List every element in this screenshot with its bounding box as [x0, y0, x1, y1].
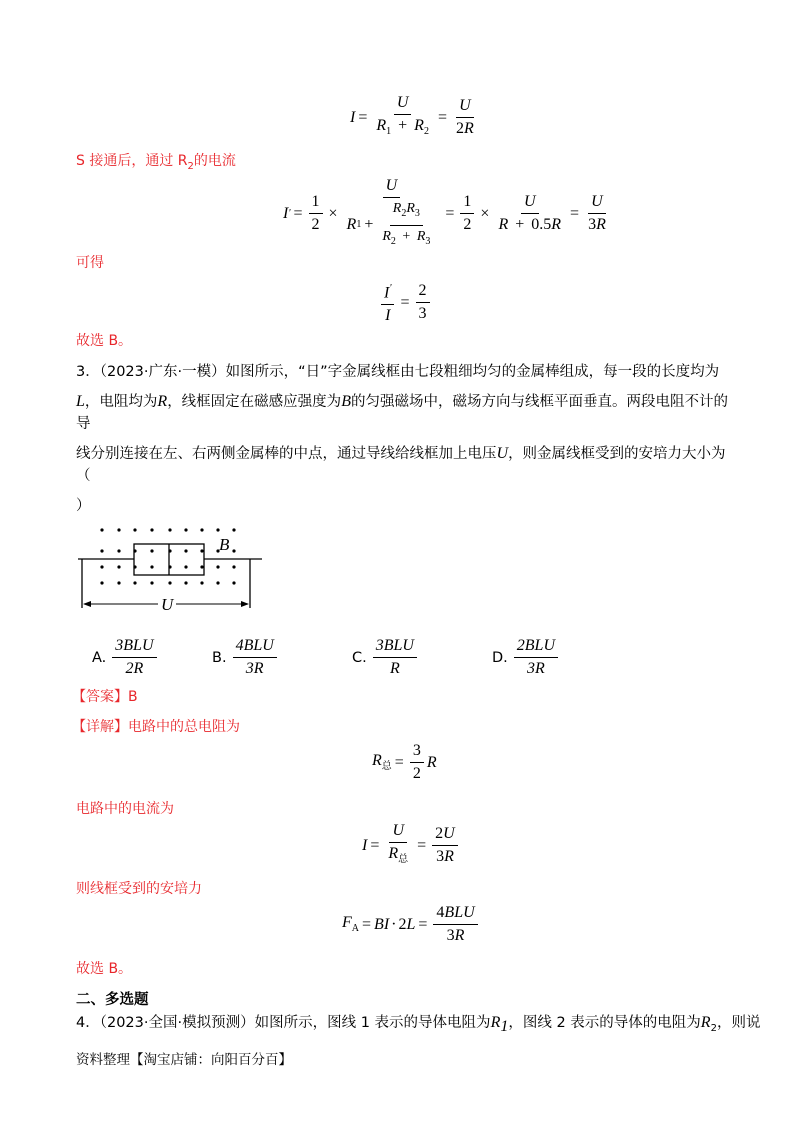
option-c[interactable]: C. $\frac{\text{3BLU}}{R}$: [352, 637, 420, 678]
field-dot: [168, 581, 171, 584]
field-dot: [150, 565, 153, 568]
formula-ampere-force: $F_A$ = BI · 2L = $\frac{\text{4BLU}}{3R}$: [342, 904, 481, 945]
field-dot: [100, 528, 103, 531]
field-dot: [150, 549, 153, 552]
field-dot: [150, 528, 153, 531]
field-dot: [184, 528, 187, 531]
formula-ratio: $\frac{I'}{I}$ = $\frac{2}{3}$: [378, 280, 433, 325]
field-dot: [184, 549, 187, 552]
section-title: 二、多选题: [76, 992, 149, 1008]
line-s-connected: S 接通后，通过 $R_2$的电流: [76, 153, 236, 172]
formula-circuit-current: I = $\frac{U}{R_总}$ = $\frac{2U}{3R}$: [362, 822, 461, 869]
field-dot: [117, 581, 120, 584]
field-dot: [232, 581, 235, 584]
field-dot: [133, 528, 136, 531]
field-dot: [100, 565, 103, 568]
field-dot: [232, 528, 235, 531]
detail-label: 【详解】电路中的总电阻为: [72, 719, 240, 735]
footer-text: 资料整理【淘宝店铺：向阳百分百】: [76, 1052, 292, 1068]
field-dot: [117, 565, 120, 568]
field-dot: [117, 528, 120, 531]
field-dot: [184, 565, 187, 568]
field-dot: [232, 549, 235, 552]
field-dot: [117, 549, 120, 552]
formula-total-resistance: $R_总$ = $\frac{3}{2}$ R: [372, 742, 437, 782]
line-force: 则线框受到的安培力: [76, 881, 202, 897]
field-dot: [150, 581, 153, 584]
field-dot: [133, 581, 136, 584]
field-dot: [168, 528, 171, 531]
field-dot: [216, 581, 219, 584]
field-dot: [200, 565, 203, 568]
formula-current-after: I ' = $\frac{1}{2}$ × U R 1 + $\frac{R_2R_3}{R_2 + R_3}$ = $\frac{1}{2}$ × $\frac{U}{R + 0.5R}$ = $\frac{U}{3R}$: [283, 177, 606, 247]
question-3-line-4: ）: [76, 498, 91, 514]
line-choose-b-1: 故选 B。: [76, 333, 133, 349]
field-dot: [100, 549, 103, 552]
field-dot: [216, 565, 219, 568]
field-dot: [200, 581, 203, 584]
question-3-line-3: 线分别连接在左、右两侧金属棒的中点，通过导线给线框加上电压U，则金属线框受到的安培力大小为（: [76, 445, 726, 484]
option-b[interactable]: B. $\frac{\text{4BLU}}{3R}$: [212, 637, 280, 678]
question-3-line-1: 3．（2023·广东·一模）如图所示，“日”字金属线框由七段粗细均匀的金属棒组成，每一段的长度均为: [76, 364, 720, 380]
field-dot: [184, 581, 187, 584]
field-dot: [100, 581, 103, 584]
line-choose-b-2: 故选 B。: [76, 961, 133, 977]
question-3-line-2: L，电阻均为R，线框固定在磁感应强度为B的匀强磁场中，磁场方向与线框平面垂直。两段电阻不计的导: [76, 393, 728, 432]
field-dot: [216, 528, 219, 531]
figure-label-u: U: [161, 595, 174, 614]
answer-label: 【答案】B: [72, 689, 138, 705]
line-keyi: 可得: [76, 255, 104, 271]
question-3: [76, 361, 736, 517]
option-d[interactable]: D. $\frac{\text{2BLU}}{3R}$: [492, 637, 561, 678]
formula-current-before: I = $\frac{U}{R_1 + R_2}$ = $\frac{U}{2R}$: [350, 94, 474, 138]
field-dot: [232, 565, 235, 568]
option-a[interactable]: A. $\frac{\text{3BLU}}{2R}$: [92, 637, 160, 678]
wire-frame-figure: [72, 520, 272, 615]
line-current: 电路中的电流为: [76, 801, 174, 817]
field-dot: [200, 528, 203, 531]
field-dot: [200, 549, 203, 552]
question-4: 4．（2023·全国·模拟预测）如图所示，图线 1 表示的导体电阻为$R_1$，图线 2 表示的导体的电阻为$R_2$，则说: [76, 1014, 761, 1035]
figure-label-b: B: [219, 535, 230, 554]
